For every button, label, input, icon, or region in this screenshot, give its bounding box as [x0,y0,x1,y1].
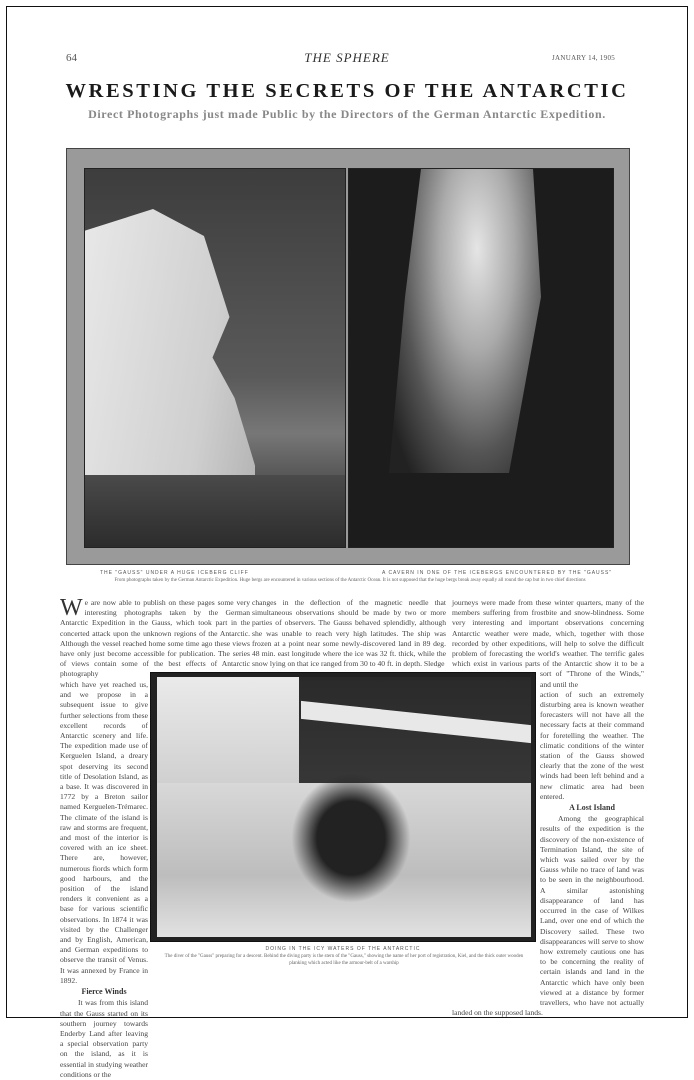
top-photos-note: From photographs taken by the German Antarctic Expedition. Huge bergs are encountered in various sections of the Antarctic Ocean. It is not supposed that the huge bergs break away equally all round the cap but in two chief directions [114,578,586,583]
article-text: which have yet reached us, and we propose in a subsequent issue to give further selections from these excellent records of Antarctic scenery and life. The expedition made use of Kerguelen Island, a dreary spot deserving its second title of Desolation Island, as a base. It was discovered in 1772 by a Breton sailor named Kerguelen-Trémarec. The climate of the island is raw and storms are frequent, and most of the interior is covered with an ice sheet. There are, however, numerous fiords which form good harbours, and the position of the island renders it convenient as a base for various scientific observations. In 1874 it was visited by the Challenger and by English, American, and German expeditions to observe the transit of Venus. It was annexed by France in 1892. [60,680,148,985]
bottom-photo-note: The diver of the "Gauss" preparing for a descent. Behind the diving party is the stern of the "Gauss," showing the name of her port of registration, Kiel, and the thick outer wooden planking which acted like the armour-belt of a warship [164,954,524,966]
headline: WRESTING THE SECRETS OF THE ANTARCTIC [65,80,629,102]
subhead-fierce-winds: Fierce Winds [81,987,127,997]
subheadline: Direct Photographs just made Public by the Directors of the German Antarctic Expedition. [88,107,606,121]
issue-date: JANUARY 14, 1905 [552,54,616,62]
article-text: Among the geographical results of the expedition is the discovery of the non-existence of Termination Island, the site of which was sailed over by the Gauss while no trace of land was to be seen in the neighbourhood. A similar astonishing disappearance of land has occurred in the case of Wilkes Land, over one end of which the Discovery sailed. These two disappearances will serve to show how extremely cautious one has to be concerning the reality of certain islands and land in the Antarctic which have only been viewed at a distance by former travellers, who have not actually landed on the supposed lands. [452,814,644,1018]
page-number: 64 [66,52,77,64]
bottom-photo-caption: DOING IN THE ICY WATERS OF THE ANTARCTIC [265,946,421,952]
diver-photo [150,672,536,942]
right-photo-caption: A CAVERN IN ONE OF THE ICEBERGS ENCOUNTERED BY THE "GAUSS" [382,570,613,576]
article-text: action of such an extremely disturbing area is known weather forecasters will not have all the necessary facts at their command for foretelling the weather. The climatic conditions of the winter station of the Gauss showed clearly that the zone of the west winds had been left behind and a new climatic area had been entered. [540,689,644,801]
article-text: e are now able to publish on these pages some very interesting photographs taken by the German Antarctic Expedition in the Gauss, which took part in the concerted attack upon the unknown regions of the Antarctic. Although the vessel reached home some time ago these views have only just become accessible for publication. The series of views contain some of the best effects of Antarctic photography [60,598,250,679]
top-photo-frame [66,148,630,565]
masthead: THE SPHERE [304,50,390,65]
iceberg-cavern-photo [348,168,614,548]
article-col1-narrow [60,680,148,1080]
article-text: It was from this island that the Gauss started on its southern journey towards Enderby Land after leaving a special observation party on the island, as it is essential in studying weather conditions or the [60,998,148,1079]
article-text: changes in the deflection of the magnetic needle that simultaneous observations should be made by two or more parties of observers. The Gauss behaved splendidly, although she was unable to reach very high latitudes. The ship was frozen at a point near some newly-discovered land in 89 deg. 48 min. east longitude where the ice was 32 ft. thick, while the snow lying on that ice ranged from 30 to 40 ft. in depth. Sledge [252,598,446,669]
drop-cap: W [60,595,83,621]
article-col2 [252,598,446,669]
iceberg-cliff-photo [84,168,346,548]
left-photo-caption: THE "GAUSS" UNDER A HUGE ICEBERG CLIFF [100,570,249,576]
article-col1-top [60,595,250,680]
subhead-lost-island: A Lost Island [569,803,615,813]
article-text: journeys were made from these winter quarters, many of the members suffering from frostbite and snow-blindness. Some very interesting and important observations concerning Antarctic weather were made, which, together with those recorded by other expeditions, will help to solve the difficult problem of forecasting the world's weather. The terrific gales which exist in various parts of the Antarctic show it to be a sort of "Throne of the Winds," and until the [452,598,644,689]
